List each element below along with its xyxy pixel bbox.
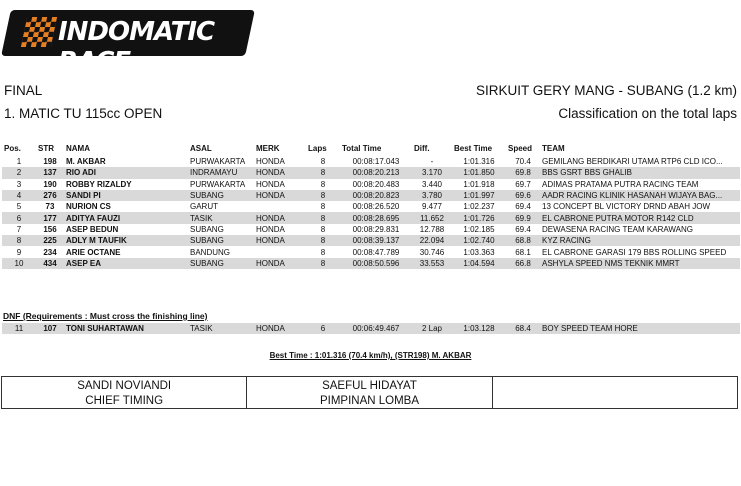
signature-name: SANDI NOVIANDI — [77, 380, 172, 392]
cell-str: 177 — [36, 212, 64, 223]
cell-pos: 8 — [2, 235, 36, 246]
cell-str: 137 — [36, 167, 64, 178]
cell-best-time: 1:03.363 — [463, 247, 495, 257]
cell-best-time: 1:01.997 — [452, 190, 506, 201]
cell-merk: HONDA — [256, 157, 285, 167]
cell-team: EL CABRONE PUTRA MOTOR R142 CLD — [540, 212, 740, 223]
cell-asal: INDRAMAYU — [188, 167, 254, 178]
cell-diff: 22.094 — [412, 235, 452, 246]
cell-speed: 70.4 — [515, 157, 531, 167]
signature-cell — [493, 377, 737, 408]
cell-speed: 68.8 — [506, 235, 540, 246]
cell-laps: 8 — [306, 235, 340, 246]
table-row — [2, 246, 740, 257]
circuit-title: SIRKUIT GERY MANG - SUBANG (1.2 km) — [475, 83, 737, 98]
cell-diff: 30.746 — [419, 247, 445, 257]
signature-name: SAEFUL HIDAYAT — [322, 380, 417, 392]
col-header-asal: ASAL — [190, 143, 212, 153]
cell-nama: ADITYA FAUZI — [64, 212, 188, 223]
logo-text: INDOMATIC RACE — [58, 17, 215, 77]
cell-team: ADIMAS PRATAMA PUTRA RACING TEAM — [542, 179, 699, 189]
col-header-diff: Diff. — [414, 143, 430, 153]
cell-nama: ASEP EA — [64, 258, 188, 269]
cell-laps: 8 — [320, 179, 326, 189]
signature-cell — [2, 377, 247, 408]
cell-asal: TASIK — [188, 212, 254, 223]
cell-team: BBS GSRT BBS GHALIB — [540, 167, 740, 178]
cell-merk: HONDA — [254, 190, 306, 201]
dnf-body — [2, 323, 740, 334]
cell-speed: 69.6 — [506, 190, 540, 201]
cell-merk: HONDA — [256, 224, 285, 234]
cell-team: EL CABRONE GARASI 179 BBS ROLLING SPEED — [542, 247, 727, 257]
cell-speed: 68.1 — [515, 247, 531, 257]
col-header-pos: Pos. — [4, 143, 21, 153]
cell-diff: 12.788 — [419, 224, 445, 234]
table-header-row — [2, 140, 740, 156]
col-header-nama: NAMA — [66, 143, 90, 153]
cell-diff: - — [430, 157, 434, 167]
cell-asal: PURWAKARTA — [190, 157, 246, 167]
cell-speed: 69.9 — [506, 212, 540, 223]
cell-nama: NURION CS — [66, 202, 111, 212]
cell-speed: 69.7 — [515, 179, 531, 189]
cell-total-time: 00:08:17.043 — [352, 157, 400, 167]
cell-merk: HONDA — [256, 179, 285, 189]
cell-pos: 4 — [2, 190, 36, 201]
cell-diff: 3.780 — [412, 190, 452, 201]
cell-asal: PURWAKARTA — [190, 179, 246, 189]
cell-best-time: 1:01.918 — [463, 179, 495, 189]
cell-speed: 69.8 — [506, 167, 540, 178]
cell-str: 225 — [36, 235, 64, 246]
cell-str: 276 — [36, 190, 64, 201]
cell-str: 234 — [43, 247, 57, 257]
cell-speed: 66.8 — [506, 258, 540, 269]
cell-best-time: 1:03.128 — [452, 323, 506, 334]
cell-team: 13 CONCEPT BL VICTORY DRND ABAH JOW — [542, 202, 711, 212]
cell-best-time: 1:02.185 — [463, 224, 495, 234]
col-header-merk: MERK — [256, 143, 280, 153]
logo — [6, 4, 250, 77]
signature-role: PIMPINAN LOMBA — [319, 395, 420, 407]
col-header-speed: Speed — [508, 143, 533, 153]
cell-pos: 10 — [2, 258, 36, 269]
cell-nama: SANDI PI — [64, 190, 188, 201]
cell-merk — [254, 201, 306, 212]
cell-laps: 8 — [306, 258, 340, 269]
col-header-str: STR — [38, 143, 54, 153]
cell-team: GEMILANG BERDIKARI UTAMA RTP6 CLD ICO... — [542, 157, 723, 167]
class-title: 1. MATIC TU 115cc OPEN — [4, 106, 163, 121]
cell-merk: HONDA — [254, 167, 306, 178]
cell-speed: 68.4 — [506, 323, 540, 334]
cell-laps: 8 — [320, 202, 326, 212]
cell-str: 156 — [43, 224, 57, 234]
cell-total-time: 00:08:50.596 — [340, 258, 412, 269]
cell-diff: 11.652 — [412, 212, 452, 223]
cell-pos: 7 — [16, 224, 22, 234]
cell-asal: SUBANG — [188, 258, 254, 269]
cell-laps: 6 — [306, 323, 340, 334]
cell-str: 107 — [36, 323, 64, 334]
cell-team: AADR RACING KLINIK HASANAH WIJAYA BAG... — [540, 190, 740, 201]
cell-total-time: 00:08:39.137 — [340, 235, 412, 246]
cell-team: KYZ RACING — [540, 235, 740, 246]
cell-laps: 8 — [320, 157, 326, 167]
cell-best-time: 1:01.726 — [452, 212, 506, 223]
cell-nama: ADLY M TAUFIK — [64, 235, 188, 246]
table-row — [2, 156, 740, 167]
cell-pos: 3 — [16, 179, 22, 189]
results-body — [2, 156, 740, 269]
cell-pos: 2 — [2, 167, 36, 178]
cell-str: 190 — [43, 179, 57, 189]
table-row — [2, 179, 740, 190]
cell-merk — [254, 246, 306, 257]
col-header-total-time: Total Time — [342, 143, 382, 153]
table-row — [2, 167, 740, 178]
cell-diff: 3.170 — [412, 167, 452, 178]
cell-asal: SUBANG — [188, 235, 254, 246]
classification-title: Classification on the total laps — [558, 106, 737, 121]
cell-asal: SUBANG — [188, 190, 254, 201]
cell-merk: HONDA — [254, 235, 306, 246]
cell-laps: 8 — [306, 212, 340, 223]
cell-team: ASHYLA SPEED NMS TEKNIK MMRT — [540, 258, 740, 269]
cell-total-time: 00:08:29.831 — [352, 224, 400, 234]
col-header-best-time: Best Time — [454, 143, 493, 153]
cell-pos: 6 — [2, 212, 36, 223]
cell-diff: 3.440 — [421, 179, 443, 189]
cell-pos: 9 — [16, 247, 22, 257]
col-header-team: TEAM — [542, 143, 565, 153]
cell-nama: ASEP BEDUN — [66, 224, 119, 234]
cell-nama: M. AKBAR — [66, 157, 106, 167]
table-row — [2, 190, 740, 201]
cell-nama: ARIE OCTANE — [66, 247, 121, 257]
cell-total-time: 00:08:20.483 — [352, 179, 400, 189]
cell-speed: 69.4 — [515, 224, 531, 234]
cell-merk: HONDA — [254, 323, 306, 334]
cell-merk: HONDA — [254, 212, 306, 223]
cell-best-time: 1:04.594 — [452, 258, 506, 269]
cell-best-time: 1:02.740 — [452, 235, 506, 246]
cell-asal: BANDUNG — [190, 247, 231, 257]
cell-laps: 8 — [306, 190, 340, 201]
cell-asal: TASIK — [188, 323, 254, 334]
stage-title: FINAL — [4, 83, 43, 98]
cell-pos: 1 — [16, 157, 22, 167]
cell-str: 434 — [36, 258, 64, 269]
table-row — [2, 258, 740, 269]
signature-role: CHIEF TIMING — [85, 395, 164, 407]
cell-total-time: 00:08:20.823 — [340, 190, 412, 201]
dnf-label: DNF (Requirements : Must cross the finishing line) — [3, 311, 208, 321]
cell-pos: 5 — [16, 202, 22, 212]
cell-merk: HONDA — [254, 258, 306, 269]
cell-total-time: 00:08:20.213 — [340, 167, 412, 178]
cell-diff: 33.553 — [412, 258, 452, 269]
cell-nama: TONI SUHARTAWAN — [64, 323, 188, 334]
cell-pos: 11 — [2, 323, 36, 334]
cell-best-time: 1:01.316 — [463, 157, 495, 167]
cell-diff: 2 Lap — [412, 323, 452, 334]
cell-speed: 69.4 — [515, 202, 531, 212]
table-row — [2, 224, 740, 235]
cell-best-time: 1:02.237 — [463, 202, 495, 212]
table-row — [2, 323, 740, 334]
checkered-flag-icon — [21, 17, 57, 47]
signature-cell — [247, 377, 492, 408]
cell-diff: 9.477 — [421, 202, 443, 212]
cell-nama: RIO ADI — [64, 167, 188, 178]
cell-team: BOY SPEED TEAM HORE — [540, 323, 740, 334]
cell-total-time: 00:08:26.520 — [352, 202, 400, 212]
table-row — [2, 201, 740, 212]
cell-total-time: 00:08:28.695 — [340, 212, 412, 223]
cell-str: 73 — [45, 202, 55, 212]
table-row — [2, 235, 740, 246]
cell-asal: GARUT — [190, 202, 218, 212]
cell-laps: 8 — [320, 247, 326, 257]
signature-box — [1, 376, 738, 409]
cell-nama: ROBBY RIZALDY — [66, 179, 132, 189]
cell-best-time: 1:01.850 — [452, 167, 506, 178]
cell-team: DEWASENA RACING TEAM KARAWANG — [542, 224, 693, 234]
col-header-laps: Laps — [308, 143, 327, 153]
cell-str: 198 — [43, 157, 57, 167]
dnf-table — [2, 323, 740, 334]
table-row — [2, 212, 740, 223]
cell-laps: 8 — [306, 167, 340, 178]
cell-asal: SUBANG — [190, 224, 224, 234]
cell-total-time: 00:06:49.467 — [340, 323, 412, 334]
cell-total-time: 00:08:47.789 — [352, 247, 400, 257]
best-time-summary: Best Time : 1:01.316 (70.4 km/h), (STR198) M. AKBAR — [269, 351, 472, 360]
cell-laps: 8 — [320, 224, 326, 234]
results-table — [2, 140, 740, 269]
